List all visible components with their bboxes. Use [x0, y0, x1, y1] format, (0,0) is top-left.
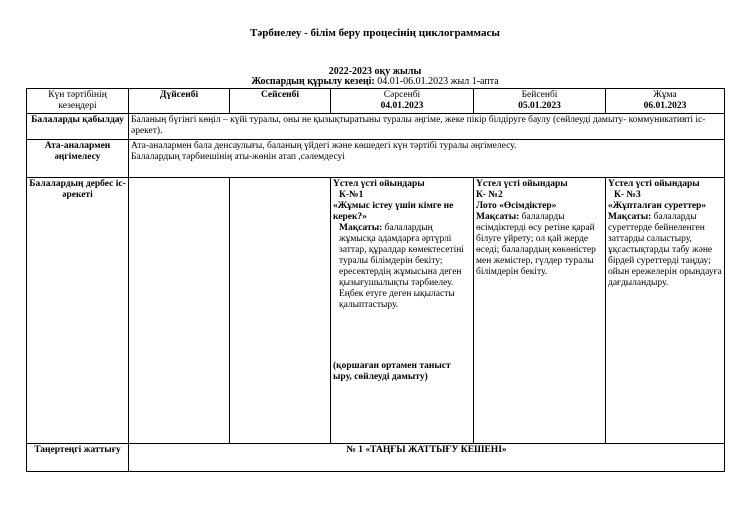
row-independent	[27, 178, 725, 444]
label-greeting: Балаларды қабылдау	[27, 114, 129, 140]
header-thursday: Бейсенбі 05.01.2023	[474, 89, 606, 114]
exercise-text: № 1 «ТАҢҒЫ ЖАТТЫҒУ КЕШЕНІ»	[129, 444, 725, 472]
header-friday: Жұма 06.01.2023	[606, 89, 725, 114]
header-row	[27, 89, 725, 114]
label-independent: Балалардың дербес іс-әрекеті	[27, 178, 129, 444]
label-exercise: Таңертеңгі жаттығу	[27, 444, 129, 472]
independent-friday: Үстел үсті ойындары К- №3 «Жұпталған суреттер» Мақсаты: балаларды суреттерде бейнеленген заттарды салыстыру, ұқсастықтарды табу және бірдей суреттерді таңдау; ойын ережелерін орындауға дағдыландыру.	[606, 178, 725, 444]
independent-thursday: Үстел үсті ойындары К- №2 Лото «Өсімдіктер» Мақсаты: балаларды өсімдіктерді өсу ретіне қарай білуге үйрету; ол қай жерде өседі; балалардың көкөністер мен жемістер, гүлдер туралы білімдерін бекіту.	[474, 178, 606, 444]
row-exercise	[27, 444, 725, 472]
plan-period-label: Жоспардың құрылу кезеңі:	[251, 76, 375, 87]
header-wednesday: Сәрсенбі 04.01.2023	[331, 89, 474, 114]
label-parents: Ата-аналармен әңгімелесу	[27, 140, 129, 178]
plan-period	[0, 76, 750, 87]
parents-text: Ата-аналармен бала денсаулығы, баланың үйдегі және көшедегі күн тәртібі туралы әңгімелесу. Балалардың тәрбиешінің аты-жөнін атап ,сәлемдесуі	[129, 140, 725, 178]
header-periods: Күн тәртібінің кезеңдері	[27, 89, 129, 114]
school-year: 2022-2023 оқу жылы	[328, 66, 422, 77]
header-tuesday: Сейсенбі	[230, 89, 331, 114]
plan-period-value: 04.01-06.01.2023 жыл 1-апта	[374, 76, 499, 87]
greeting-text: Баланың бүгінгі көңіл – күйі туралы, оны не қызықтыратыны туралы әңгіме, жеке пікір білдіруге баулу (сөйлеуді дамыту- коммуникативті іс-әрекет).	[129, 114, 725, 140]
independent-monday	[129, 178, 230, 444]
row-parents	[27, 140, 725, 178]
independent-wednesday: Үстел үсті ойындары К-№1 «Жұмыс істеу үшін кімге не керек?» Мақсаты: балалардың жұмысқа адамдарға әртүрлі заттар, құралдар көмектесетіні туралы білімдерін бекіту; ересектердің жұмысына деген қызығушылықты тәрбиелеу. Еңбек етуге деген ықыласты қалыптастыру. (қоршаған ортамен таныст ыру, сөйлеуді дамыту)	[331, 178, 474, 444]
header-monday: Дүйсенбі	[129, 89, 230, 114]
cyclogram-table	[26, 88, 725, 472]
row-greeting	[27, 114, 725, 140]
independent-tuesday	[230, 178, 331, 444]
document-title: Тәрбиелеу - білім беру процесінің циклограммасы	[250, 27, 500, 39]
